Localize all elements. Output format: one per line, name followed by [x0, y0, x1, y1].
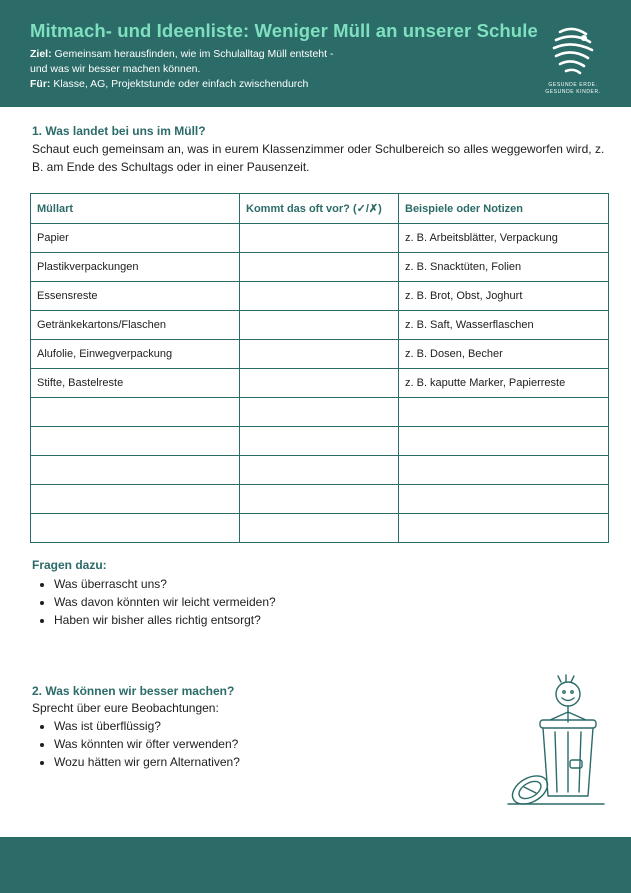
table-row	[31, 456, 609, 485]
questions-list	[32, 575, 276, 629]
cell-waste-type[interactable]	[31, 485, 240, 514]
cell-notes: z. B. Saft, Wasserflaschen	[399, 311, 609, 340]
audience-label: Für:	[30, 78, 51, 90]
cell-waste-type: Getränkekartons/Flaschen	[31, 311, 240, 340]
table-row	[31, 427, 609, 456]
questions-heading: Fragen dazu:	[32, 558, 107, 572]
discussion-item: • Wozu hätten wir gern Alternativen?	[54, 753, 240, 771]
col-header-frequency: Kommt das oft vor? (✓/✗)	[240, 194, 399, 224]
cell-waste-type[interactable]	[31, 427, 240, 456]
cell-waste-type[interactable]	[31, 456, 240, 485]
table-row	[31, 369, 609, 398]
table-row	[31, 224, 609, 253]
question-item: • Was überrascht uns?	[54, 575, 276, 593]
cell-notes[interactable]	[399, 514, 609, 543]
table-row	[31, 282, 609, 311]
col-header-type: Müllart	[31, 194, 240, 224]
audience-line	[30, 78, 308, 90]
cell-frequency[interactable]	[240, 224, 399, 253]
discussion-item: • Was ist überflüssig?	[54, 717, 240, 735]
cell-notes: z. B. Dosen, Becher	[399, 340, 609, 369]
page-title: Mitmach- und Ideenliste: Weniger Müll an unserer Schule	[30, 20, 538, 41]
stick-figure-trash-can-icon	[500, 672, 612, 810]
cell-notes: z. B. kaputte Marker, Papierreste	[399, 369, 609, 398]
logo-text-1: GESUNDE ERDE.	[548, 82, 598, 88]
goal-text-2: und was wir besser machen können.	[30, 63, 201, 75]
waste-table	[30, 193, 609, 543]
cell-notes: z. B. Arbeitsblätter, Verpackung	[399, 224, 609, 253]
cell-frequency[interactable]	[240, 369, 399, 398]
cell-waste-type: Stifte, Bastelreste	[31, 369, 240, 398]
cell-waste-type[interactable]	[31, 514, 240, 543]
section2-list	[32, 717, 240, 771]
cell-frequency[interactable]	[240, 485, 399, 514]
question-item: • Haben wir bisher alles richtig entsorgt?	[54, 611, 276, 629]
audience-text: Klasse, AG, Projektstunde oder einfach zwischendurch	[50, 78, 309, 90]
cell-frequency[interactable]	[240, 311, 399, 340]
cell-notes[interactable]	[399, 427, 609, 456]
table-header-row	[31, 194, 609, 224]
footer-bar	[0, 837, 631, 893]
cell-frequency[interactable]	[240, 340, 399, 369]
table-row	[31, 253, 609, 282]
cell-notes: z. B. Snacktüten, Folien	[399, 253, 609, 282]
cell-notes[interactable]	[399, 485, 609, 514]
col-header-notes: Beispiele oder Notizen	[399, 194, 609, 224]
cell-notes: z. B. Brot, Obst, Joghurt	[399, 282, 609, 311]
cell-frequency[interactable]	[240, 514, 399, 543]
table-row	[31, 485, 609, 514]
logo-text-2: GESUNDE KINDER.	[545, 89, 601, 95]
cell-waste-type: Plastikverpackungen	[31, 253, 240, 282]
cell-frequency[interactable]	[240, 398, 399, 427]
cell-frequency[interactable]	[240, 427, 399, 456]
cell-notes[interactable]	[399, 398, 609, 427]
cell-waste-type[interactable]	[31, 398, 240, 427]
header-banner	[0, 0, 631, 107]
section1-text: Schaut euch gemeinsam an, was in eurem Klassenzimmer oder Schulbereich so alles weggeworfen wird, z. B. am Ende des Schultags oder in einer Pausenzeit.	[32, 142, 605, 174]
section2-intro: Sprecht über eure Beobachtungen:	[32, 701, 219, 715]
goal-line-1	[30, 48, 333, 60]
goal-label: Ziel:	[30, 48, 52, 60]
cell-notes[interactable]	[399, 456, 609, 485]
cell-waste-type: Alufolie, Einwegverpackung	[31, 340, 240, 369]
cell-frequency[interactable]	[240, 282, 399, 311]
cell-waste-type: Essensreste	[31, 282, 240, 311]
cell-waste-type: Papier	[31, 224, 240, 253]
discussion-item: • Was könnten wir öfter verwenden?	[54, 735, 240, 753]
cell-frequency[interactable]	[240, 456, 399, 485]
table-row	[31, 514, 609, 543]
goal-text-1: Gemeinsam herausfinden, wie im Schulalltag Müll entsteht -	[51, 48, 334, 60]
cell-frequency[interactable]	[240, 253, 399, 282]
table-row	[31, 340, 609, 369]
section1-heading: 1. Was landet bei uns im Müll?	[32, 124, 206, 138]
question-item: • Was davon könnten wir leicht vermeiden?	[54, 593, 276, 611]
table-row	[31, 311, 609, 340]
earth-child-logo-icon	[538, 26, 608, 82]
table-row	[31, 398, 609, 427]
section2-heading: 2. Was können wir besser machen?	[32, 684, 235, 698]
